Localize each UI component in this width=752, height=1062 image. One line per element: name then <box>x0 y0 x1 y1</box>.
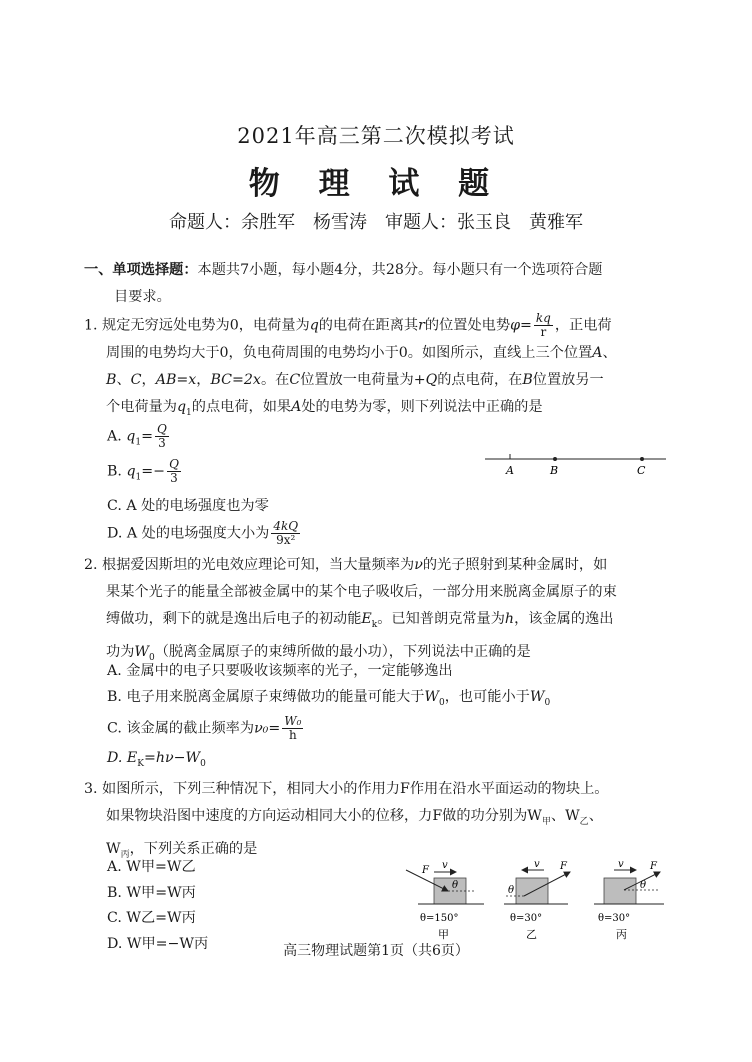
q2-option-b[interactable]: B. 电子用来脱离金属原子束缚做功的能量可能大于$W_0$，也可能小于$W_0$ <box>107 689 551 708</box>
point-c-dot <box>640 457 644 461</box>
svg-text:v: v <box>534 859 540 870</box>
svg-text:乙: 乙 <box>526 928 537 941</box>
section-desc: 本题共7小题，每小题4分，共28分。每小题只有一个选项符合题 <box>197 262 603 278</box>
label-a: A <box>506 464 514 477</box>
q3-option-d[interactable]: D. W甲=−W丙 <box>107 936 209 952</box>
q2-option-d[interactable]: D. $E_K=h\nu-W_0$ <box>107 750 206 769</box>
page-footer: 高三物理试题第1页（共6页） <box>283 943 469 959</box>
diagram-bing <box>594 859 664 941</box>
svg-text:F: F <box>560 861 567 872</box>
svg-text:v: v <box>442 860 448 871</box>
svg-text:F: F <box>422 865 429 876</box>
section-1-heading <box>84 257 674 311</box>
svg-text:θ: θ <box>508 885 515 896</box>
exam-title: 2021年高三第二次模拟考试 <box>237 124 515 148</box>
svg-text:θ=30°: θ=30° <box>510 913 543 924</box>
svg-text:θ: θ <box>452 880 459 891</box>
diagram-yi <box>504 859 570 941</box>
q3-option-b[interactable]: B. W甲=W丙 <box>107 885 196 901</box>
svg-text:丙: 丙 <box>616 928 627 941</box>
svg-text:θ: θ <box>640 880 647 891</box>
question-2: 2. 根据爱因斯坦的光电效应理论可知，当大量频率为ν的光子照射到某种金属时，如 果某个光子的能量全部被金属中的某个电子吸收后，一部分用来脱离金属原子的束 缚做功，剩下的就是逸出后电子的初动能$E_k$。已知普朗克常量为h，该金属的逸出 功为$W_0$（脱离金属原子的束缚所做的最小功），下列说法中正确的是 <box>84 557 617 663</box>
q1-option-d[interactable]: D. A 处的电场强度大小为 $\frac{4kQ}{\text{9x²}}$ <box>107 519 299 547</box>
q2-option-c[interactable]: C. 该金属的截止频率为ν₀= $\frac{\text{W₀}}{h}$ <box>107 714 302 742</box>
diagram-jia <box>406 860 484 941</box>
section-desc-2: 目要求。 <box>114 289 171 305</box>
question-1: 1. 规定无穷远处电势为0，电荷量为q的电荷在距离其r的位置处电势φ= $\frac{kq}{r}$ ，正电荷 周围的电势均大于0，负电荷周围的电势均小于0。如图所示，直线上三个位置A、 B、C，AB=x，BC=2x。在C位置放一电荷量为+Q的点电荷，在B位置放另一 个电荷量为$q_1$的点电荷，如果A处的电势为零，则下列说法中正确的是 <box>84 311 617 418</box>
potential-fraction: $\frac{kq}{r}$ <box>535 311 551 339</box>
q3-option-c[interactable]: C. W乙=W丙 <box>107 910 196 926</box>
svg-text:θ=30°: θ=30° <box>598 913 631 924</box>
q3-force-figure <box>398 858 670 946</box>
svg-text:甲: 甲 <box>438 928 449 941</box>
label-b: B <box>550 464 559 477</box>
svg-text:θ=150°: θ=150° <box>420 913 459 924</box>
point-b-dot <box>553 457 557 461</box>
q2-option-a[interactable]: A. 金属中的电子只要吸收该频率的光子，一定能够逸出 <box>107 663 453 679</box>
q1-option-b[interactable]: B. $q_1=-$ $\frac{Q}{3}$ <box>107 457 179 485</box>
section-label: 一、单项选择题： <box>84 262 198 278</box>
label-c: C <box>637 464 646 477</box>
q1-line-figure <box>480 448 670 478</box>
authors-line: 命题人：余胜军 杨雪涛 审题人：张玉良 黄雅军 <box>169 212 583 233</box>
q3-option-a[interactable]: A. W甲=W乙 <box>107 859 196 875</box>
svg-text:F: F <box>650 861 657 872</box>
q1-option-a[interactable]: A. $q_1=$ $\frac{Q}{3}$ <box>107 422 167 450</box>
q1-option-c[interactable]: C. A 处的电场强度也为零 <box>107 498 269 514</box>
svg-text:v: v <box>618 859 624 870</box>
subject-title: 物 理 试 题 <box>248 166 504 202</box>
question-3: 3. 如图所示，下列三种情况下，相同大小的作用力F作用在沿水平面运动的物块上。 如果物块沿图中速度的方向运动相同大小的位移，力F做的功分别为$W_甲$、$W_乙$、 $W_丙$，下列关系正确的是 <box>84 781 609 860</box>
